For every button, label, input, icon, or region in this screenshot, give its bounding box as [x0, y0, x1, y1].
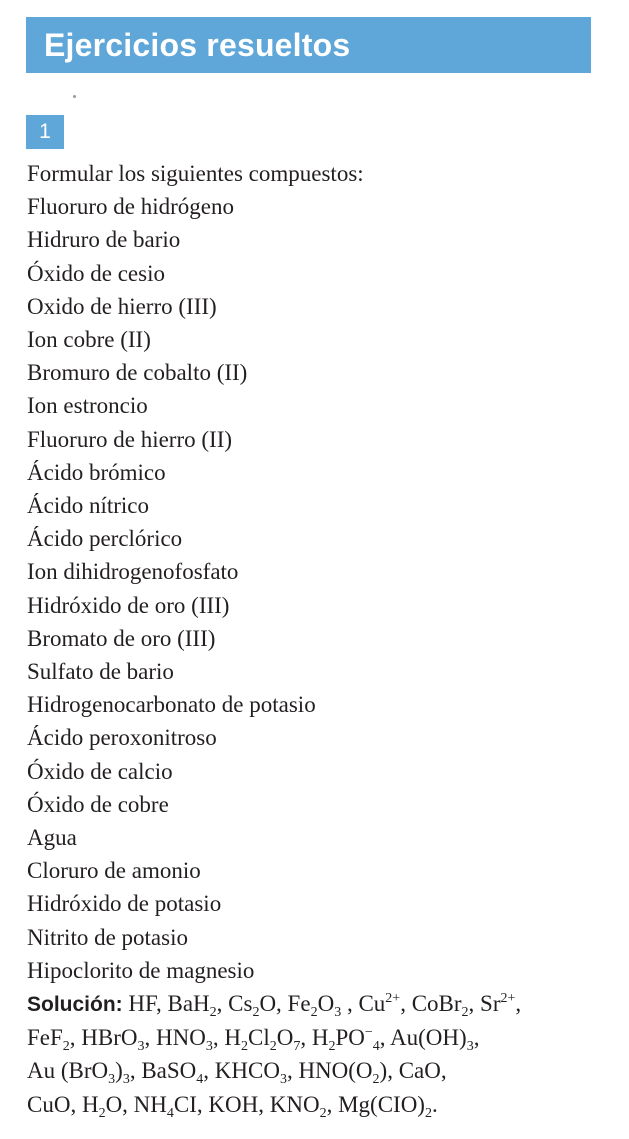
compound-name: Óxido de cesio — [27, 260, 165, 286]
compound-name: Ion cobre (II) — [27, 327, 151, 353]
compound-name: Ion dihidrogenofosfato — [27, 559, 239, 585]
compound-name: Sulfato de bario — [27, 659, 174, 685]
compound-name: Cloruro de amonio — [27, 858, 201, 884]
compound-name: Hidruro de bario — [27, 227, 181, 253]
section-title: Ejercicios resueltos — [44, 26, 351, 63]
section-header — [26, 17, 591, 73]
compound-name: Ácido brómico — [27, 459, 166, 485]
exercise-number-badge — [26, 115, 64, 149]
exercise-prompt: Formular los siguientes compuestos: — [27, 161, 364, 186]
compound-name: Ácido perclórico — [27, 526, 183, 552]
compound-list — [27, 190, 617, 987]
compound-name: Óxido de cobre — [27, 791, 169, 817]
compound-name: Agua — [27, 825, 77, 851]
solution-block — [27, 987, 617, 1121]
solution-label: Solución: — [27, 993, 123, 1017]
compound-name: Ácido nítrico — [27, 493, 149, 519]
exercise-number: 1 — [39, 120, 51, 143]
compound-name: Hipoclorito de magnesio — [27, 957, 255, 983]
compound-name: Óxido de calcio — [27, 758, 173, 784]
exercise-body — [27, 157, 617, 1121]
compound-name: Nitrito de potasio — [27, 924, 188, 950]
compound-name: Ácido peroxonitroso — [27, 725, 217, 751]
compound-name: Hidrogenocarbonato de potasio — [27, 692, 316, 718]
compound-name: Hidróxido de oro (III) — [27, 592, 230, 618]
compound-name: Fluoruro de hidrógeno — [27, 194, 234, 220]
compound-name: Oxido de hierro (III) — [27, 293, 217, 319]
compound-name: Bromuro de cobalto (II) — [27, 360, 248, 386]
scan-speck — [73, 95, 76, 98]
compound-name: Fluoruro de hierro (II) — [27, 426, 233, 452]
solution-formulas: HF, BaH$_2$, $Cs_2O$, $Fe_2O_3$ , $Cu^{2+}$, CoBr$_2$, $Sr^{2+}$, FeF$_2$, HBrO$_3$, $HNO_3$, $H_2Cl_2O_7$, $H_2PO^-_4$, $Au(OH)_3$, Au $(BrO_3)_3$, BaSO$_4$, $KHCO_3$, $HNO(O_2)$, CaO, CuO, $H_2O$, $NH_4CI$, KOH, $KNO_2$, $Mg(CIO)_2$. — [27, 991, 522, 1121]
compound-name: Ion estroncio — [27, 393, 148, 419]
compound-name: Bromato de oro (III) — [27, 625, 216, 651]
compound-name: Hidróxido de potasio — [27, 891, 222, 917]
